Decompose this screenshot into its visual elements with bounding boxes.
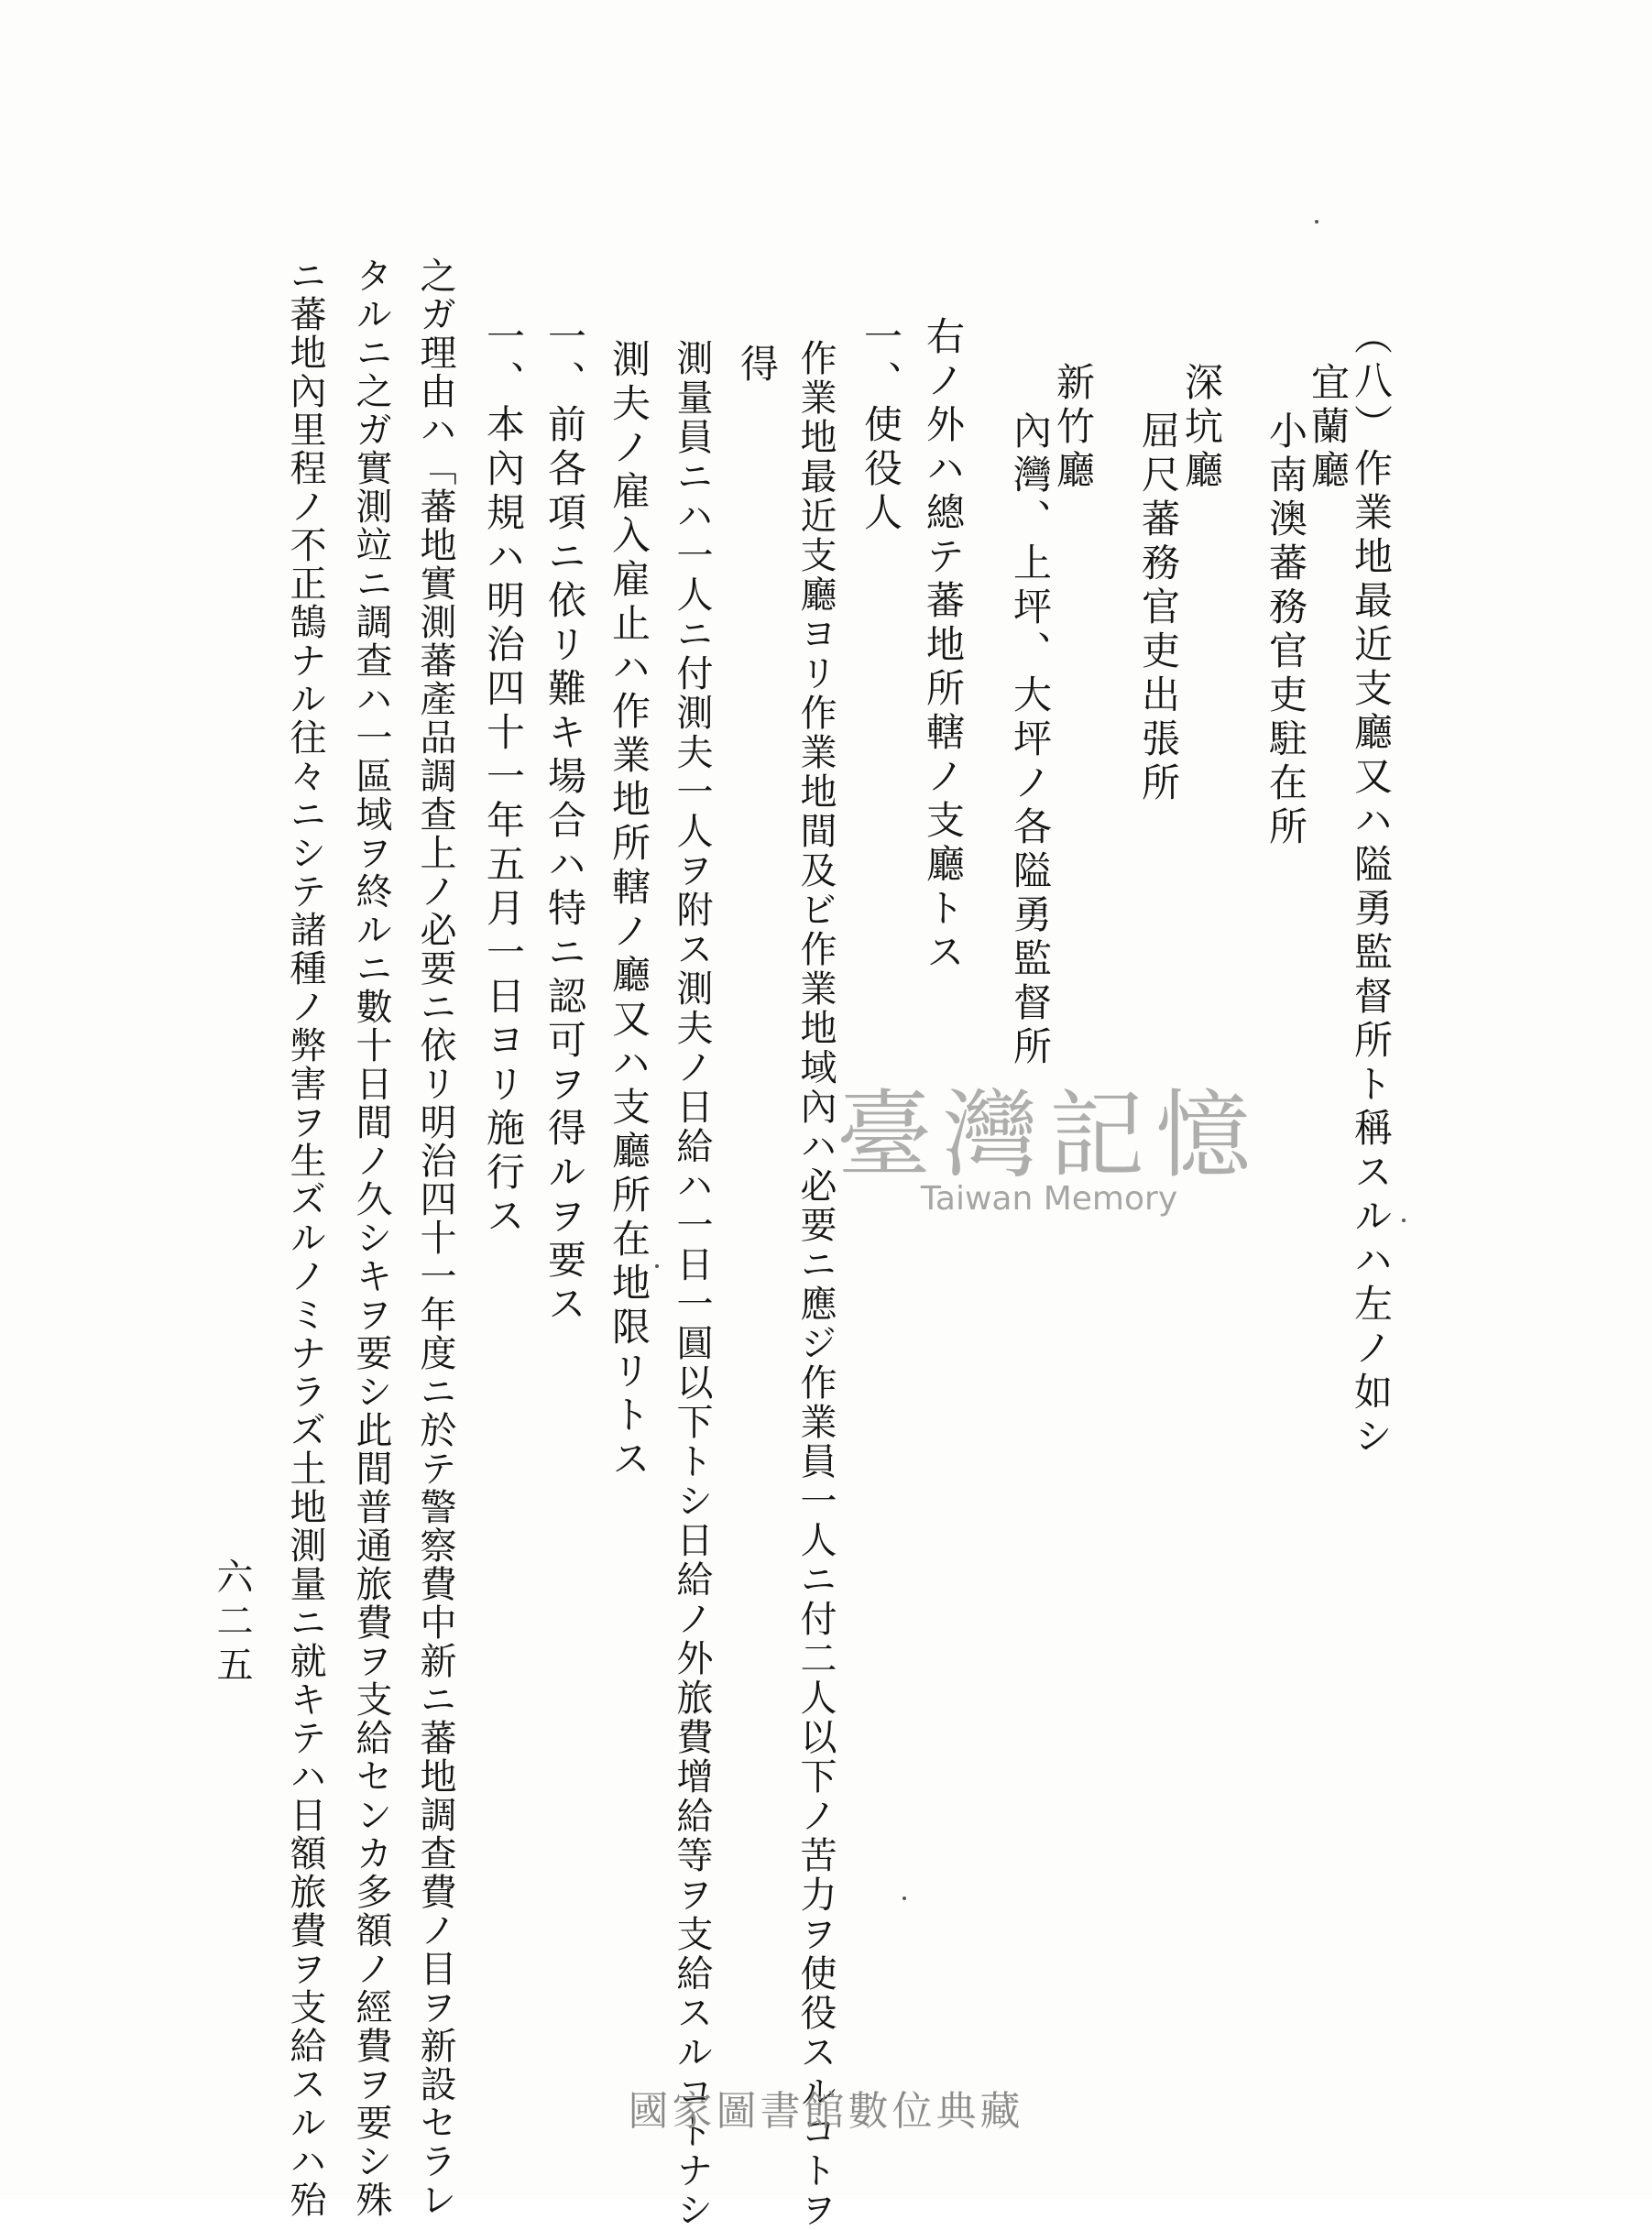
text-line-10: 作業地最近支廳ヨリ作業地間及ビ作業地域內ハ必要ニ應ジ作業員一人ニ付二人以下ノ苦力ヲ使役スルコトヲ xyxy=(794,339,837,2230)
watermark-title: 臺灣記憶 xyxy=(836,1079,1262,1191)
text-line-6: 新竹廳 xyxy=(1051,362,1096,494)
text-line-16: 之ガ理由ハ「蕃地實測蕃產品調查上ノ必要ニ依リ明治四十一年度ニ於テ警察費中新ニ蕃地調查費ノ目ヲ新設セラレ xyxy=(414,257,456,2219)
text-line-4: 深坑廳 xyxy=(1179,362,1224,494)
text-line-18: ニ蕃地內里程ノ不正鵠ナル往々ニシテ諸種ノ弊害ヲ生ズルノミナラズ土地測量ニ就キテハ日額旅費ヲ支給スルハ殆 xyxy=(284,257,326,2219)
text-line-13: 測夫ノ雇入雇止ハ作業地所轄ノ廳又ハ支廳所在地限リトス xyxy=(607,339,651,1482)
text-line-2: 宜蘭廳 xyxy=(1306,362,1351,494)
scan-speck xyxy=(903,1897,906,1900)
scan-speck xyxy=(1402,1219,1406,1222)
text-line-5: 屈尺蕃務官吏出張所 xyxy=(1136,410,1181,806)
text-line-12: 測量員ニハ一人ニ付測夫一人ヲ附ス測夫ノ日給ハ一日一圓以下トシ日給ノ外旅費增給等ヲ支給スルコトナシ xyxy=(671,339,713,2230)
text-line-17: タルニ之ガ實測竝ニ調查ハ一區域ヲ終ルニ數十日間ノ久シキヲ要シ此間普通旅費ヲ支給センカ多額ノ經費ヲ要シ殊 xyxy=(350,257,392,2219)
watermark xyxy=(829,1079,1269,1219)
text-line-15: 一、本內規ハ明治四十一年五月一日ヨリ施行ス xyxy=(481,316,526,1240)
text-line-11: 得 xyxy=(735,344,780,388)
text-line-9: 一、使役人 xyxy=(859,316,903,536)
scan-speck xyxy=(1315,220,1318,224)
text-line-8: 右ノ外ハ總テ蕃地所轄ノ支廳トス xyxy=(921,316,966,976)
text-line-7: 內灣、上坪、大坪ノ各隘勇監督所 xyxy=(1008,410,1053,1070)
text-line-3: 小南澳蕃務官吏駐在所 xyxy=(1264,410,1308,850)
scan-speck xyxy=(655,1264,659,1268)
footer-archive-label: 國家圖書館數位典藏 xyxy=(628,2088,1024,2135)
page-number: 六二五 xyxy=(211,1558,253,1689)
text-line-1: （八）作業地最近支廳又ハ隘勇監督所ト稱スルハ左ノ如シ xyxy=(1349,316,1394,1459)
watermark-subtitle: Taiwan Memory xyxy=(920,1180,1178,1219)
text-line-14: 一、前各項ニ依リ難キ場合ハ特ニ認可ヲ得ルヲ要ス xyxy=(542,316,587,1328)
